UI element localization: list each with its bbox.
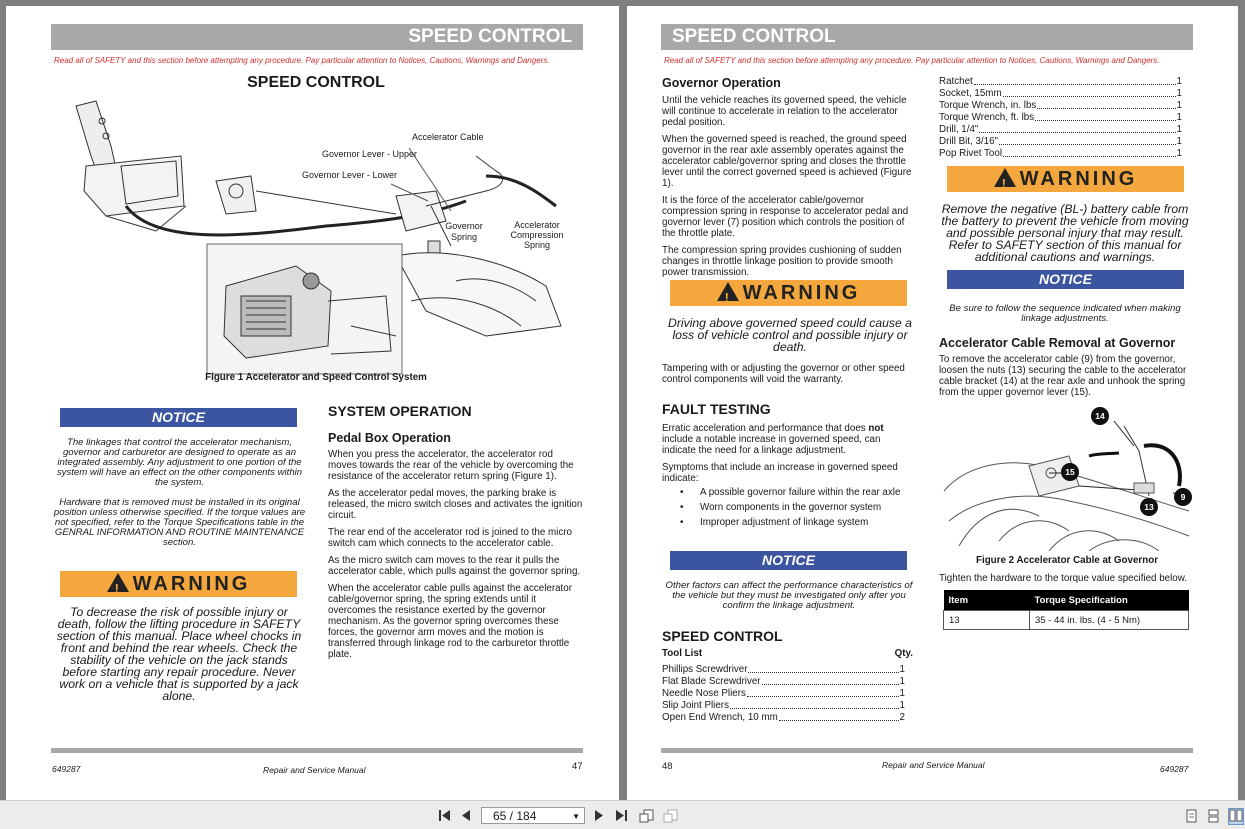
tool-list-a [662, 664, 905, 724]
label-accelerator-cable: Accelerator Cable [412, 132, 484, 142]
page-header-title: SPEED CONTROL [408, 26, 572, 47]
figure-1-caption: Figure 1 Accelerator and Speed Control System [205, 372, 427, 383]
tool-name: Drill Bit, 3/16" [939, 136, 999, 147]
tool-row [939, 88, 1182, 100]
warning-banner [947, 166, 1184, 192]
single-page-icon[interactable] [1186, 809, 1198, 825]
table-row [944, 611, 1189, 630]
pedal-box-text [328, 449, 583, 666]
continuous-icon[interactable] [1208, 809, 1220, 825]
label-governor-upper: Governor Lever - Upper [322, 149, 418, 159]
label-governor-spring: Governor Spring [445, 221, 483, 242]
table-cell: 35 - 44 in. lbs. (4 - 5 Nm) [1030, 611, 1189, 630]
warning-label: WARNING [1019, 168, 1138, 190]
warning-triangle-icon [717, 282, 739, 301]
tool-qty: 1 [1176, 124, 1182, 135]
footer-doc-number: 649287 [1160, 764, 1189, 774]
tool-row [939, 100, 1182, 112]
safety-note: Read all of SAFETY and this section before attempting any procedure. Pay particular attention to Notices, Cautions, Warnings and Dangers. [54, 56, 550, 65]
fault-testing-heading: FAULT TESTING [662, 401, 771, 417]
table-header: Torque Specification [1030, 590, 1189, 611]
callout-13: 13 [1140, 498, 1158, 516]
paragraph: It is the force of the accelerator cable/governor compression spring in response to accelerator pedal and governor lever (7) position which controls the position of the throttle plate. [662, 195, 909, 239]
text-part: Erratic acceleration and performance that does [662, 423, 869, 434]
paragraph: As the accelerator pedal moves, the parking brake is released, the micro switch closes and activates the ignition circuit. [328, 488, 583, 521]
tool-qty: 1 [899, 700, 905, 711]
list-item: • Improper adjustment of linkage system [662, 515, 922, 530]
warning-triangle-icon [994, 168, 1016, 187]
page-header-bar [661, 24, 1193, 50]
accelerator-system-illustration [66, 96, 566, 376]
notice-text: Be sure to follow the sequence indicated when making linkage adjustments. [949, 303, 1181, 324]
paragraph: When the governed speed is reached, the ground speed governor in the rear axle assembly operates against the accelerator cable/governor spring and closes the throttle lever until the correct governed speed is achieved (Figure 1). [662, 134, 912, 189]
tool-name: Pop Rivet Tool [939, 148, 1002, 159]
tool-row [939, 112, 1182, 124]
footer-manual-title: Repair and Service Manual [882, 760, 985, 770]
left-page [6, 6, 619, 800]
tool-qty: 1 [899, 664, 905, 675]
warning-label: WARNING [132, 573, 251, 595]
paragraph: Until the vehicle reaches its governed speed, the vehicle will continue to accelerate in relation to the accelerator pedal position. [662, 95, 907, 128]
fit-width-icon[interactable] [663, 809, 679, 825]
footer-page-number: 47 [572, 761, 583, 772]
tool-row [662, 676, 905, 688]
notice-banner [670, 551, 907, 570]
tool-row [939, 76, 1182, 88]
label-governor-lower: Governor Lever - Lower [302, 170, 398, 180]
warning-text: Driving above governed speed could cause a loss of vehicle control and possible injury or death. [668, 316, 912, 354]
label-accelerator-compression-spring: Accelerator Compression Spring [510, 220, 564, 250]
prev-page-icon[interactable] [461, 809, 471, 824]
tool-qty: 1 [1176, 76, 1182, 87]
table-header-row [944, 590, 1189, 611]
page-title: SPEED CONTROL [247, 74, 385, 91]
tool-qty: 1 [1176, 88, 1182, 99]
cable-removal-text: To remove the accelerator cable (9) from the governor, loosen the nuts (13) securing the cable to the accelerator cable bracket (14) at the rear axle and unhook the spring from the upper governor lever (15). [939, 354, 1187, 398]
tool-list-header [662, 648, 913, 659]
tool-qty: 1 [899, 676, 905, 687]
tool-name: Open End Wrench, 10 mm [662, 712, 778, 723]
next-page-icon[interactable] [594, 809, 604, 824]
tamper-text: Tampering with or adjusting the governor or other speed control components will void the warranty. [662, 363, 905, 385]
notice-label: NOTICE [152, 409, 205, 425]
footer-doc-number: 649287 [52, 764, 81, 774]
footer-manual-title: Repair and Service Manual [263, 765, 366, 775]
page-header-title: SPEED CONTROL [672, 26, 836, 47]
paragraph: When the accelerator cable pulls against the accelerator cable/governor spring, the spring extends until it overcomes the resistance exerted by the governor mechanism. As the governor spring overcomes these forces, the governor arm moves and the motion is transferred through linkage rod to the carburetor throttle plate. [328, 583, 572, 660]
tool-row [939, 148, 1182, 160]
tool-qty: 2 [899, 712, 905, 723]
last-page-icon[interactable] [614, 809, 628, 824]
page-header-bar [51, 24, 583, 50]
tool-name: Flat Blade Screwdriver [662, 676, 761, 687]
governor-operation-text [662, 95, 914, 284]
list-item: • Worn components in the governor system [662, 500, 922, 515]
tool-row [662, 688, 905, 700]
tool-row [662, 664, 905, 676]
tool-list-label: Tool List [662, 648, 703, 659]
tighten-text: Tighten the hardware to the torque value specified below. [939, 573, 1187, 584]
text-bold: not [868, 423, 884, 434]
tool-qty: 1 [899, 688, 905, 699]
tool-name: Drill, 1/4" [939, 124, 979, 135]
callout-9: 9 [1174, 488, 1192, 506]
tool-list-b [939, 76, 1182, 160]
tool-name: Torque Wrench, in. lbs [939, 100, 1037, 111]
tool-name: Needle Nose Pliers [662, 688, 746, 699]
list-item: • A possible governor failure within the rear axle [662, 485, 922, 500]
tool-qty: 1 [1176, 148, 1182, 159]
fault-paragraph-2: Symptoms that include an increase in governed speed indicate: [662, 462, 898, 484]
footer-rule [661, 748, 1193, 753]
tool-name: Phillips Screwdriver [662, 664, 748, 675]
qty-label: Qty. [894, 648, 913, 659]
tool-row [662, 712, 905, 724]
two-page-icon[interactable] [1228, 808, 1244, 825]
first-page-icon[interactable] [438, 809, 452, 824]
page-number-field[interactable] [481, 807, 585, 824]
figure-1 [66, 96, 566, 376]
torque-table [943, 590, 1189, 630]
notice-banner [947, 270, 1184, 289]
tool-qty: 1 [1176, 112, 1182, 123]
chevron-down-icon[interactable]: ▼ [572, 812, 580, 821]
warning-banner [670, 280, 907, 306]
paragraph: The rear end of the accelerator rod is joined to the micro switch cam which connects to the accelerator cable. [328, 527, 572, 549]
notice-label: NOTICE [762, 552, 815, 568]
callout-14: 14 [1091, 407, 1109, 425]
system-operation-heading: SYSTEM OPERATION [328, 403, 472, 419]
notice-text-1: The linkages that control the accelerator mechanism, governor and carburetor are designed to operate as an integrated assembly. Any adjustment to one portion of the system will have an effect on the other components within the system. [56, 437, 303, 488]
notice-banner [60, 408, 297, 427]
tool-row [939, 136, 1182, 148]
text-part: include a notable increase in governed speed, can indicate the need for a linkage adjustment. [662, 434, 881, 456]
table-cell: 13 [944, 611, 1030, 630]
footer-page-number: 48 [662, 761, 673, 772]
fault-testing-text [662, 423, 914, 490]
viewer-toolbar [0, 800, 1245, 829]
right-page [627, 6, 1238, 800]
tool-row [939, 124, 1182, 136]
warning-banner [60, 571, 297, 597]
warning-triangle-icon [107, 573, 129, 592]
notice-text: Other factors can affect the performance characteristics of the vehicle but they must be investigated only after you confirm the linkage adjustment. [665, 580, 913, 611]
tool-name: Torque Wrench, ft. lbs [939, 112, 1035, 123]
safety-note: Read all of SAFETY and this section before attempting any procedure. Pay particular attention to Notices, Cautions, Warnings and Dangers. [664, 56, 1160, 65]
notice-text-2: Hardware that is removed must be installed in its original position unless otherwise specified. If the torque values are not specified, refer to the Torque Specifications table in the GENRAL INFORMATION AND ROUTINE MAINTENANCE section. [53, 497, 306, 548]
symptom-list [662, 485, 922, 530]
tool-name: Ratchet [939, 76, 973, 87]
fit-page-icon[interactable] [639, 809, 655, 825]
governor-operation-heading: Governor Operation [662, 76, 781, 90]
paragraph: As the micro switch cam moves to the rear it pulls the accelerator cable, which pulls against the governor spring. [328, 555, 581, 577]
page-indicator: 65 / 184 [493, 809, 537, 823]
warning-text: To decrease the risk of possible injury or death, follow the lifting procedure in SAFETY section of this manual. Place wheel chocks in front and behind the rear wheels. Check the stability of the vehicle on the jack stands before starting any repair procedure. Never work on a vehicle that is supported by a jack alone. [56, 605, 302, 703]
table-header: Item [944, 590, 1030, 611]
tool-name: Socket, 15mm [939, 88, 1002, 99]
paragraph: When you press the accelerator, the accelerator rod moves towards the rear of the vehicle by overcoming the resistance of the accelerator return spring (Figure 1). [328, 449, 574, 482]
tool-qty: 1 [1176, 100, 1182, 111]
fault-paragraph-1 [662, 423, 914, 456]
speed-control-heading: SPEED CONTROL [662, 628, 783, 644]
footer-rule [51, 748, 583, 753]
tool-qty: 1 [1176, 136, 1182, 147]
tool-name: Slip Joint Pliers [662, 700, 729, 711]
notice-label: NOTICE [1039, 271, 1092, 287]
warning-text: Remove the negative (BL-) battery cable from the battery to prevent the vehicle from moving and possible personal injury that may result. Refer to SAFETY section of this manual for additional cautions and warnings. [941, 202, 1189, 264]
tool-row [662, 700, 905, 712]
warning-label: WARNING [742, 282, 861, 304]
cable-removal-heading: Accelerator Cable Removal at Governor [939, 336, 1176, 350]
callout-15: 15 [1061, 463, 1079, 481]
pedal-box-heading: Pedal Box Operation [328, 431, 451, 445]
paragraph: The compression spring provides cushioning of sudden changes in throttle linkage position to provide smooth power transmission. [662, 245, 902, 278]
figure-2-caption: Figure 2 Accelerator Cable at Governor [975, 555, 1159, 566]
